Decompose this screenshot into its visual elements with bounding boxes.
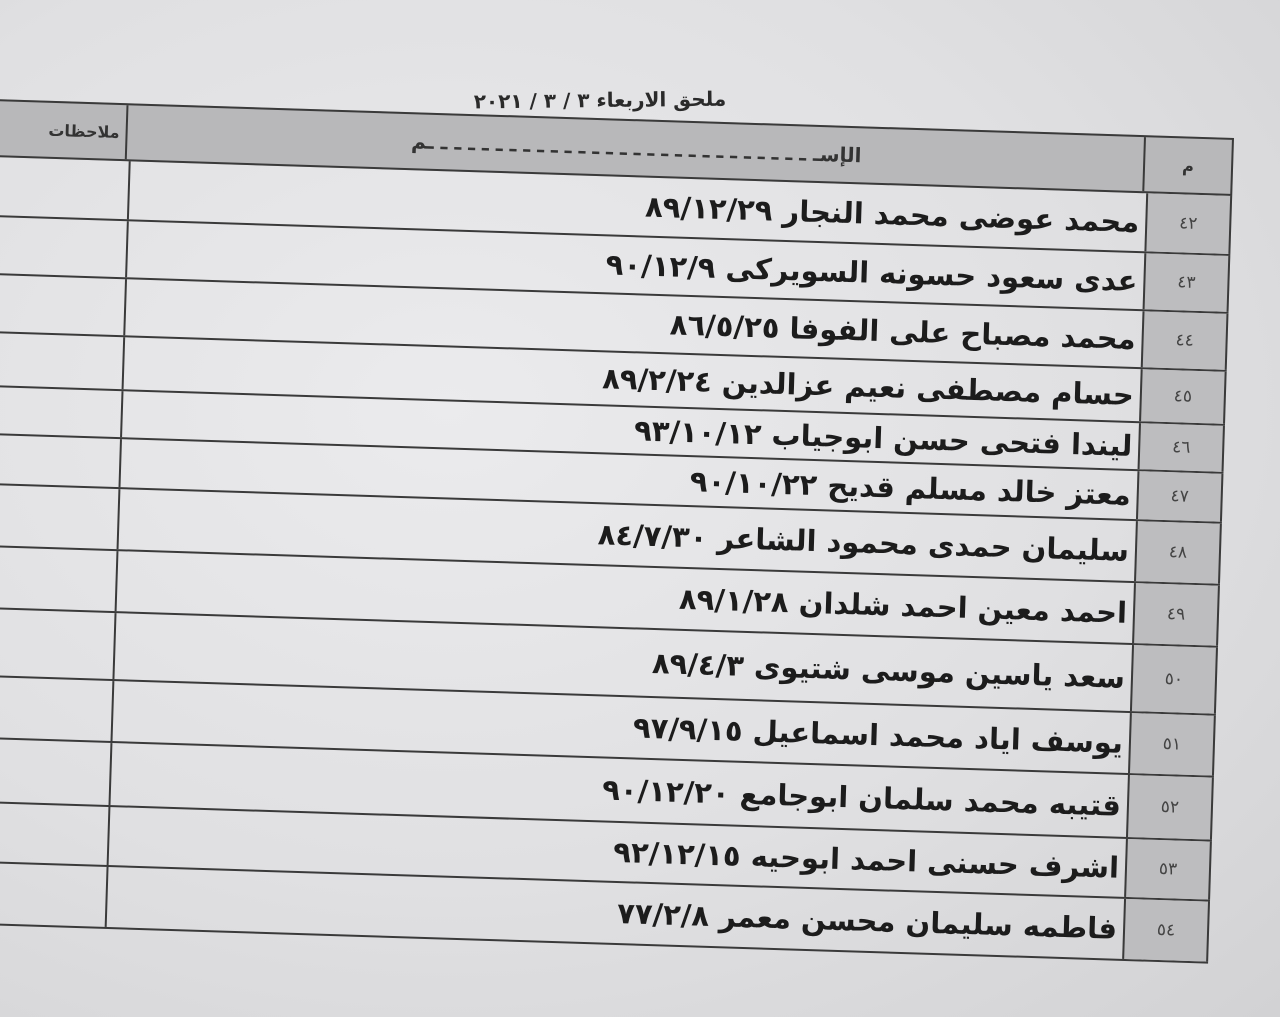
row-name: احمد معين احمد شلدان ٨٩/١/٢٨ (115, 551, 1134, 643)
header-number: م (1142, 137, 1232, 194)
row-name: فاطمه سليمان محسن معمر ٧٧/٢/٨ (105, 867, 1124, 959)
row-number: ٤٨ (1134, 521, 1222, 584)
row-notes (0, 435, 120, 487)
row-name: معتز خالد مسلم قديح ٩٠/١٠/٢٢ (118, 439, 1137, 519)
row-notes (0, 275, 125, 335)
row-number: ٤٥ (1139, 369, 1227, 424)
row-name: عدى سعود حسونه السويركى ٩٠/١٢/٩ (125, 221, 1144, 309)
row-notes (0, 333, 123, 389)
row-name: ليندا فتحى حسن ابوجياب ٩٣/١٠/١٢ (120, 391, 1139, 469)
row-number: ٤٢ (1144, 193, 1232, 254)
header-name: الإسـ ـ ـ ـ ـ ـ ـ ـ ـ ـ ـ ـ ـ ـ ـ ـ ـ ـ ـ ـ ـ ـ ـ ـ ـ ـ ـ ـ ـم (125, 105, 1146, 191)
row-name: اشرف حسنى احمد ابوحيه ٩٢/١٢/١٥ (107, 807, 1126, 897)
document-title: ملحق الاربعاء ٣ / ٣ / ٢٠٢١ (473, 86, 727, 114)
row-name: محمد عوضى محمد النجار ٨٩/١٢/٢٩ (127, 161, 1146, 251)
row-notes (0, 387, 121, 437)
row-notes (0, 547, 116, 611)
row-name: سعد ياسين موسى شتيوى ٨٩/٤/٣ (112, 613, 1132, 711)
row-number: ٤٩ (1132, 583, 1220, 646)
row-number: ٤٣ (1143, 253, 1231, 312)
row-number: ٤٧ (1136, 471, 1223, 522)
row-notes (0, 863, 107, 927)
row-number: ٤٤ (1141, 311, 1229, 370)
names-table (0, 99, 1234, 1017)
row-notes (0, 803, 108, 865)
row-notes (0, 485, 118, 549)
row-notes (0, 609, 115, 679)
row-notes (0, 739, 110, 805)
row-number: ٥٠ (1130, 645, 1218, 714)
row-number: ٥١ (1128, 713, 1216, 776)
row-notes (0, 677, 112, 741)
header-notes: ملاحظات (48, 120, 120, 142)
row-name: قتيبه محمد سلمان ابوجامع ٩٠/١٢/٢٠ (108, 743, 1127, 837)
row-name: محمد مصباح على الفوفا ٨٦/٥/٢٥ (123, 279, 1142, 367)
row-number: ٥٣ (1124, 839, 1212, 900)
row-number: ٥٤ (1122, 899, 1210, 962)
row-number: ٤٦ (1138, 423, 1225, 472)
row-notes (0, 157, 129, 219)
row-name: حسام مصطفى نعيم عزالدين ٨٩/٢/٢٤ (122, 337, 1141, 421)
row-name: سليمان حمدى محمود الشاعر ٨٤/٧/٣٠ (117, 489, 1136, 581)
row-name: يوسف اياد محمد اسماعيل ٩٧/٩/١٥ (111, 681, 1130, 773)
row-notes (0, 217, 127, 277)
row-number: ٥٢ (1126, 775, 1214, 840)
